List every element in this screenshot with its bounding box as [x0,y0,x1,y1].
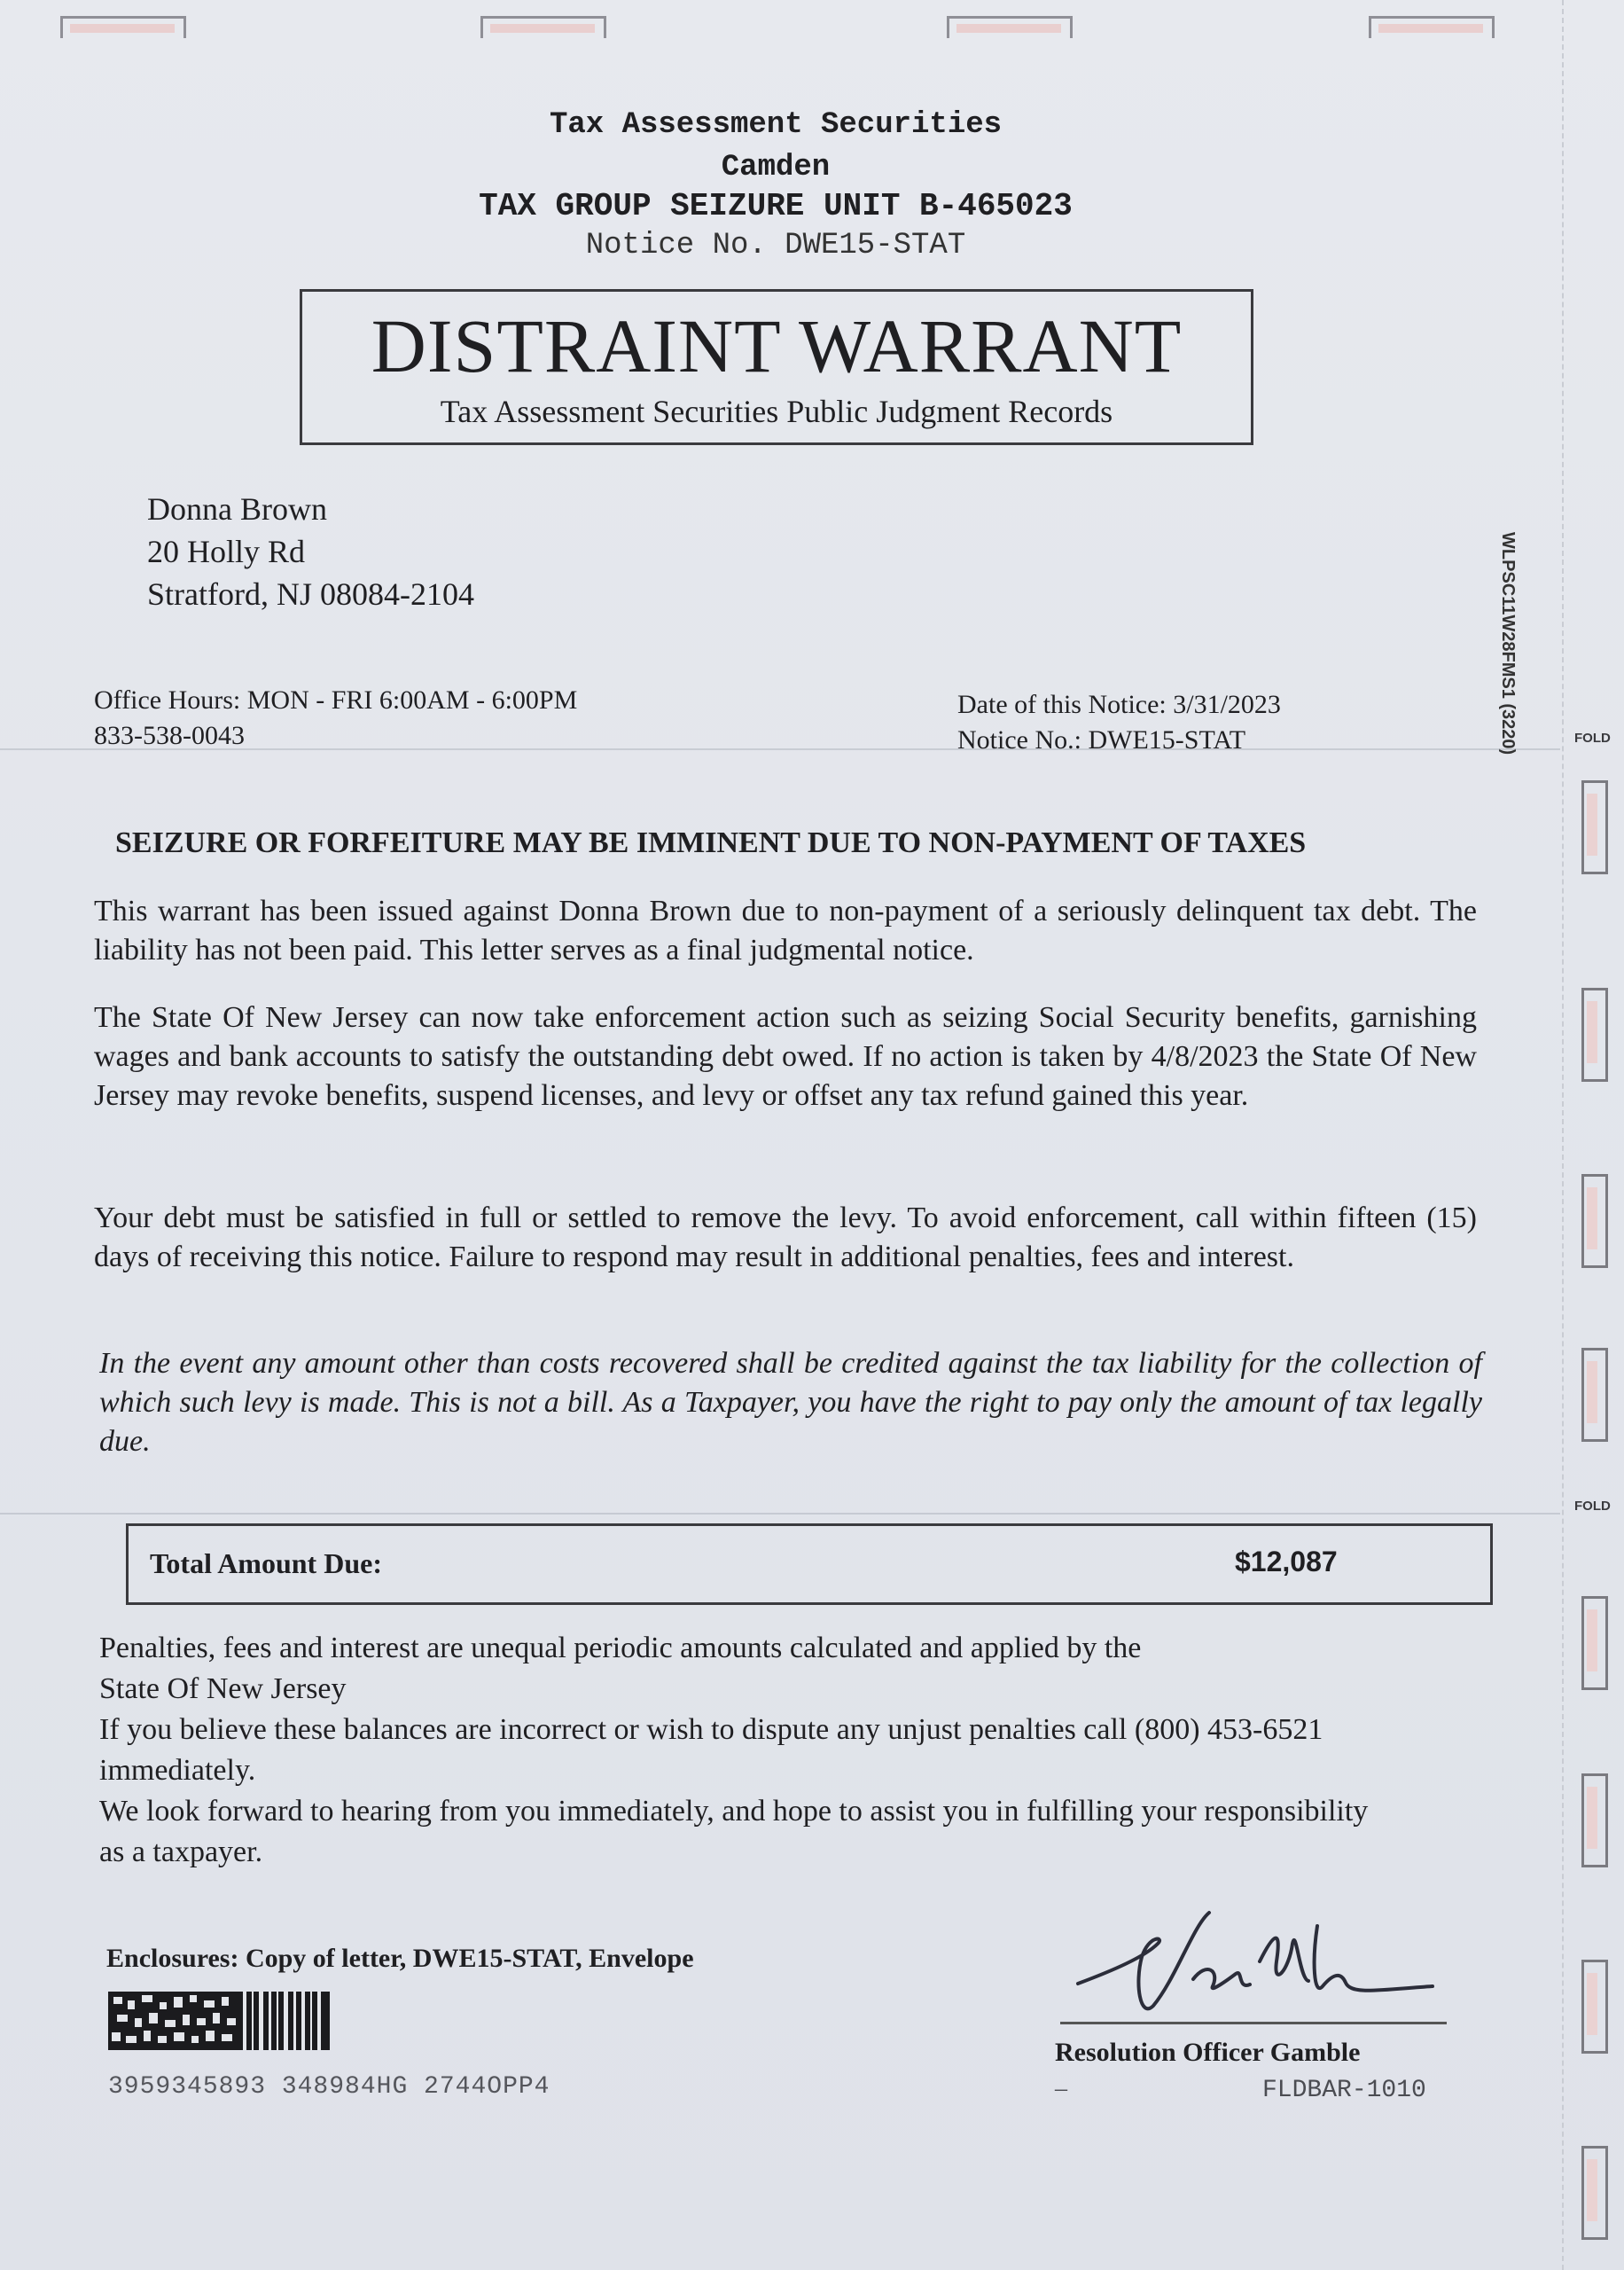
fold-mark: FOLD [1574,1499,1611,1514]
closing-line: If you believe these balances are incorrect or wish to dispute any unjust penalties call (800) 453-6521 [99,1713,1323,1746]
issuer-name: Tax Assessment Securities [549,108,1003,142]
fold-mark: FOLD [1574,731,1611,746]
closing-line: immediately. [99,1754,256,1787]
tear-tab [947,16,1073,38]
tear-tab [480,16,606,38]
recipient-address [147,488,474,615]
office-phone: 833-538-0043 [94,721,245,750]
margin-punch-box [1581,780,1608,874]
office-info [94,683,577,754]
officer-name: Resolution Officer Gamble [1055,2038,1361,2067]
margin-punch-box [1581,1348,1608,1442]
office-hours: Office Hours: MON - FRI 6:00AM - 6:00PM [94,685,578,715]
paragraph-deadline: Your debt must be satisfied in full or settled to remove the levy. To avoid enforcement, call within fifteen (15) days of receiving this notice. Failure to respond may result in additional penalties, fees and interest. [94,1202,1477,1273]
fold-crease [0,1513,1560,1515]
barcode [108,1992,330,2050]
title-box [300,289,1253,445]
notice-meta [957,687,1281,758]
closing-line: State Of New Jersey [99,1672,347,1705]
recipient-city: Stratford, NJ 08084-2104 [147,576,474,612]
closing-text [99,1628,1482,1873]
seizure-unit: TAX GROUP SEIZURE UNIT B-465023 [479,188,1073,224]
notice-date: Date of this Notice: 3/31/2023 [957,690,1281,719]
closing-line: as a taxpayer. [99,1836,263,1868]
issuer-city: Camden [721,151,831,184]
margin-punch-box [1581,1773,1608,1867]
dash-mark: – [1055,2075,1067,2102]
amount-due-label: Total Amount Due: [150,1547,382,1579]
perforation-line [1562,0,1565,2270]
document-subtitle: Tax Assessment Securities Public Judgment Records [440,394,1113,429]
notice-number: Notice No.: DWE15-STAT [957,725,1246,755]
tear-tab [60,16,186,38]
signature-line [1060,2022,1447,2024]
side-form-code: WLPSC11W28FMS1 (3220) [1498,532,1518,755]
warning-heading: SEIZURE OR FORFEITURE MAY BE IMMINENT DUE TO NON-PAYMENT OF TAXES [115,826,1307,859]
margin-punch-box [1581,988,1608,1082]
closing-line: Penalties, fees and interest are unequal periodic amounts calculated and applied by the [99,1632,1142,1664]
margin-punch-box [1581,1960,1608,2054]
recipient-street: 20 Holly Rd [147,534,306,569]
margin-punch-box [1581,1596,1608,1690]
document-title: DISTRAINT WARRANT [371,303,1183,388]
recipient-name: Donna Brown [147,491,327,527]
header-notice-number: Notice No. DWE15-STAT [585,229,966,262]
margin-punch-box [1581,2146,1608,2240]
form-code: FLDBAR-1010 [1262,2077,1426,2104]
amount-due-value: $12,087 [1235,1546,1338,1577]
paragraph-disclaimer: In the event any amount other than costs recovered shall be credited against the tax liability for the collection of which such levy is made. This is not a bill. As a Taxpayer, you have the right to pay only the amount of tax legally due. [99,1347,1482,1458]
paragraph-warrant: This warrant has been issued against Donna Brown due to non-payment of a seriously delinquent tax debt. The liability has not been paid. This letter serves as a final judgmental notice. [94,895,1477,967]
enclosures: Enclosures: Copy of letter, DWE15-STAT, Envelope [106,1944,694,1973]
paragraph-enforcement: The State Of New Jersey can now take enforcement action such as seizing Social Security benefits, garnishing wages and bank accounts to satisfy the outstanding debt owed. If no action is taken by 4/8/2023 the State Of New Jersey may revoke benefits, suspend licenses, and levy or offset any tax refund gained this year. [94,1001,1477,1112]
barcode-number: 3959345893 348984HG 2744OPP4 [108,2073,550,2101]
tear-tab [1369,16,1495,38]
margin-punch-box [1581,1174,1608,1268]
closing-line: We look forward to hearing from you immediately, and hope to assist you in fulfilling your responsibility [99,1795,1369,1828]
signature [1060,1908,1450,2032]
amount-due-box [126,1523,1493,1605]
